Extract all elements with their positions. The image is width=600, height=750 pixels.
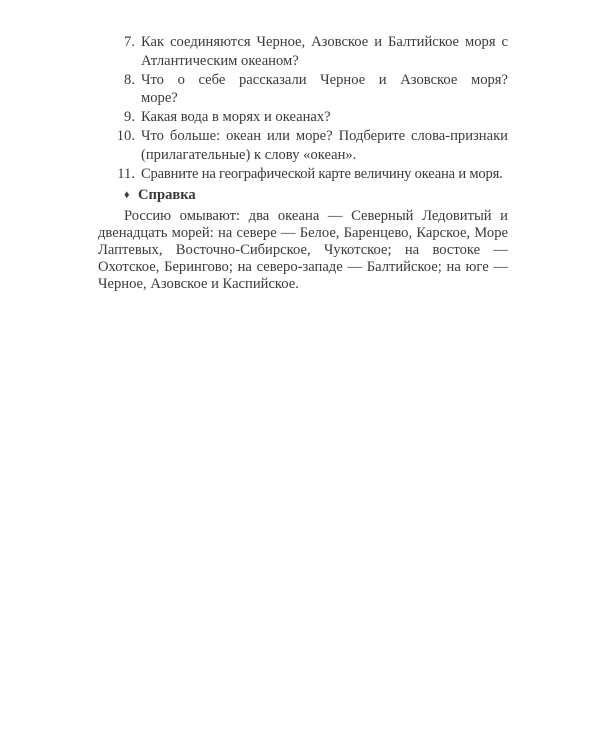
- question-text: Сравните на географической карте величину океана и моря.: [141, 166, 503, 182]
- question-number: 9.: [124, 109, 135, 125]
- reference-text: Россию омывают: два океана — Северный Ледовитый и: [124, 208, 508, 224]
- reference-text: Черное, Азовское и Каспийское.: [98, 276, 299, 292]
- reference-title: Справка: [138, 187, 196, 203]
- question-number: 10.: [116, 128, 135, 144]
- question-text: море?: [141, 90, 178, 106]
- reference-text: Охотское, Берингово; на северо-западе — Балтийское; на юге —: [98, 259, 508, 275]
- question-text: Атлантическим океаном?: [141, 53, 299, 69]
- reference-text: двенадцать морей: на севере — Белое, Баренцево, Карское, Море: [98, 225, 508, 241]
- question-text: (прилагательные) к слову «океан».: [141, 147, 357, 163]
- question-text: Что больше: океан или море? Подберите слова-признаки: [141, 128, 508, 144]
- question-text: Как соединяются Черное, Азовское и Балтийское моря с: [141, 34, 508, 50]
- question-number: 8.: [124, 72, 135, 88]
- reference-text: Лаптевых, Восточно-Сибирское, Чукотское; на востоке —: [98, 242, 508, 258]
- question-text: Какая вода в морях и океанах?: [141, 109, 331, 125]
- question-number: 11.: [117, 166, 135, 182]
- diamond-bullet-icon: ♦: [124, 189, 130, 201]
- question-text: Что о себе рассказали Черное и Азовское моря?: [141, 72, 508, 88]
- question-number: 7.: [124, 34, 135, 50]
